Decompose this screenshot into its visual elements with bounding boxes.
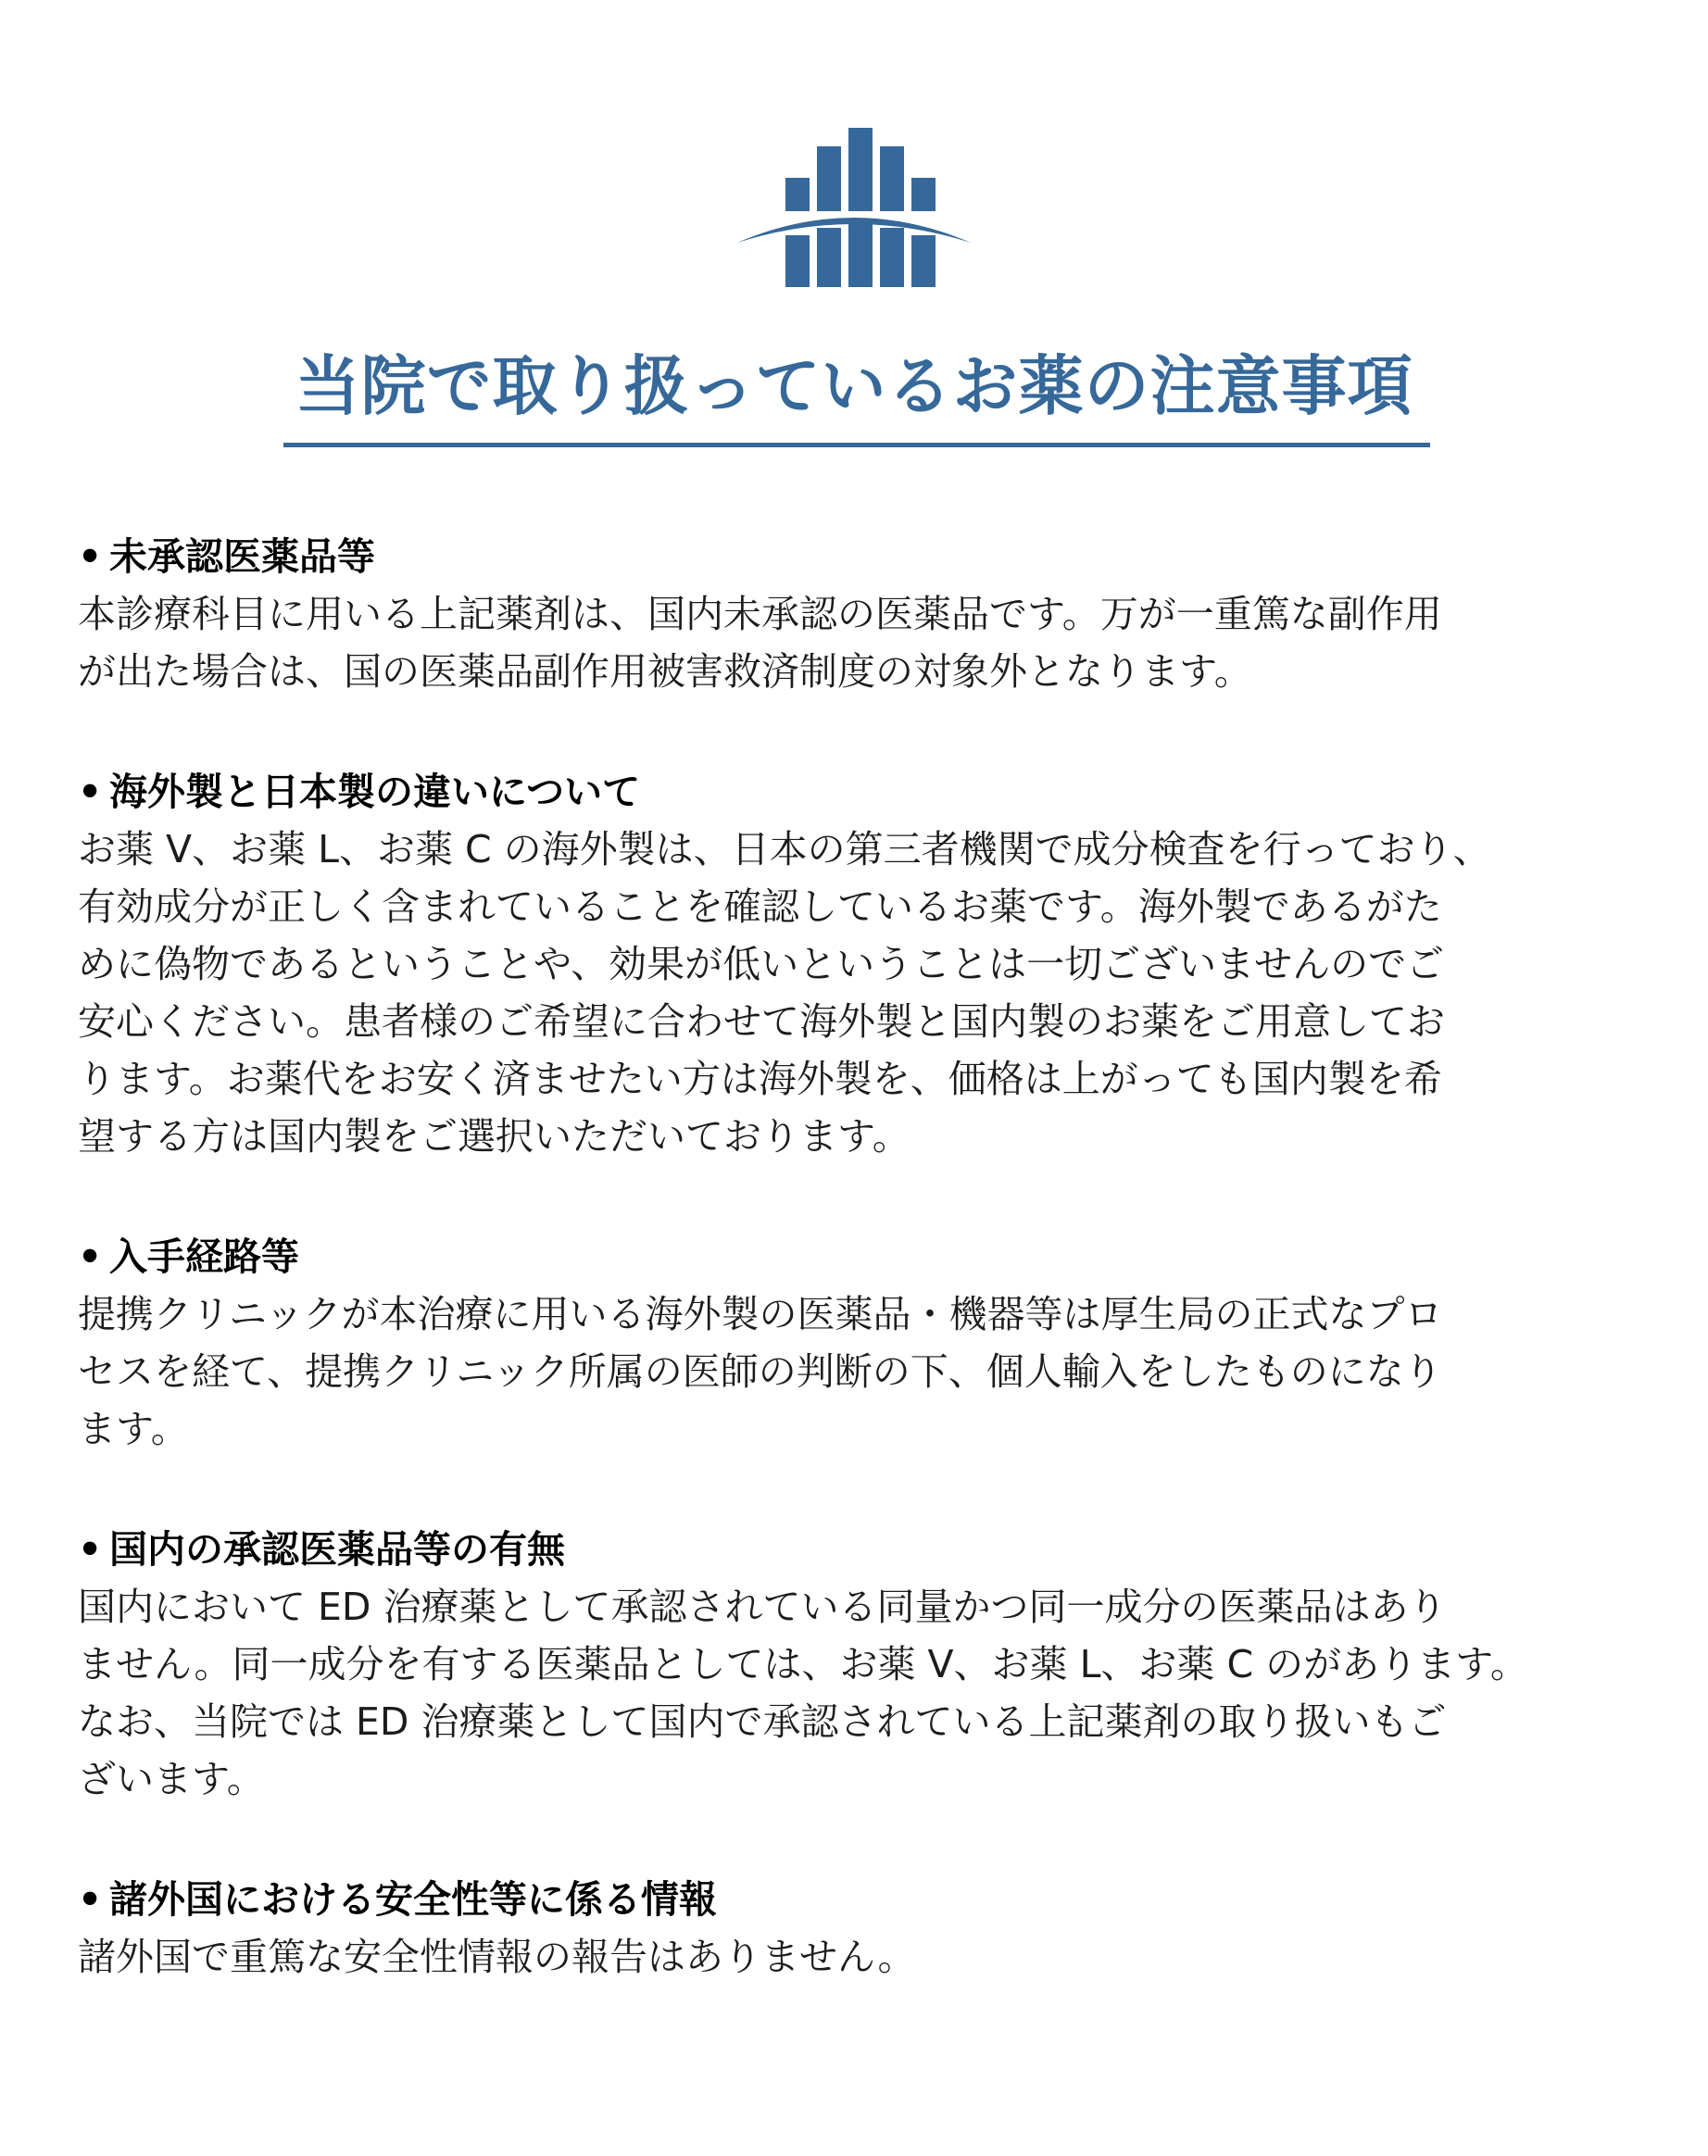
- body-line: 安心ください。患者様のご希望に合わせて海外製と国内製のお薬をご用意してお: [78, 999, 1445, 1044]
- section-domestic-approved: [78, 1521, 1643, 1808]
- section-heading-text: 入手経路等: [109, 1235, 299, 1279]
- bullet-icon: •: [78, 1877, 103, 1922]
- building-bridge-logo-icon: [735, 128, 973, 287]
- section-overseas-vs-domestic: [78, 763, 1643, 1165]
- section-unapproved-drugs: [78, 528, 1643, 700]
- section-body: [78, 1285, 1643, 1458]
- body-line: が出た場合は、国の医薬品副作用被害救済制度の対象外となります。: [78, 649, 1252, 694]
- section-heading-text: 未承認医薬品等: [109, 534, 375, 579]
- body-line: お薬 V、お薬 L、お薬 C の海外製は、日本の第三者機関で成分検査を行っており、: [78, 827, 1491, 871]
- section-heading-text: 海外製と日本製の違いについて: [109, 770, 641, 814]
- section-heading-text: 国内の承認医薬品等の有無: [109, 1527, 565, 1572]
- body-line: 有効成分が正しく含まれていることを確認しているお薬です。海外製であるがた: [78, 884, 1442, 929]
- bullet-icon: •: [78, 1527, 103, 1572]
- body-line: ません。同一成分を有する医薬品としては、お薬 V、お薬 L、お薬 C のがあります。: [78, 1642, 1528, 1686]
- body-line: 本診療科目に用いる上記薬剤は、国内未承認の医薬品です。万が一重篤な副作用: [78, 592, 1442, 636]
- body-line: なお、当院では ED 治療薬として国内で承認されている上記薬剤の取り扱いもご: [78, 1699, 1447, 1744]
- section-heading: [78, 763, 1643, 821]
- body-line: ります。お薬代をお安く済ませたい方は海外製を、価格は上がっても国内製を希: [78, 1057, 1442, 1101]
- body-line: ざいます。: [78, 1757, 265, 1801]
- section-acquisition-route: [78, 1228, 1643, 1458]
- bullet-icon: •: [78, 1235, 103, 1279]
- section-foreign-safety: [78, 1871, 1643, 1986]
- section-body: [78, 821, 1643, 1165]
- section-heading: [78, 1521, 1643, 1578]
- body-line: 望する方は国内製をご選択いただいております。: [78, 1114, 911, 1159]
- body-line: 諸外国で重篤な安全性情報の報告はありません。: [78, 1935, 916, 1979]
- section-heading: [78, 1871, 1643, 1928]
- body-line: めに偽物であるということや、効果が低いということは一切ございませんのでご: [78, 942, 1445, 986]
- page-title: 当院で取り扱っているお薬の注意事項: [295, 348, 1413, 424]
- title-underline: [283, 443, 1430, 447]
- body-line: ます。: [78, 1407, 189, 1451]
- section-heading: [78, 528, 1643, 585]
- bullet-icon: •: [78, 770, 103, 814]
- section-body: [78, 1928, 1643, 1986]
- section-body: [78, 1578, 1643, 1808]
- body-line: 国内において ED 治療薬として承認されている同量かつ同一成分の医薬品はあり: [78, 1585, 1447, 1629]
- body-line: 提携クリニックが本治療に用いる海外製の医薬品・機器等は厚生局の正式なプロ: [78, 1292, 1443, 1336]
- body-line: セスを経て、提携クリニック所属の医師の判断の下、個人輸入をしたものになり: [78, 1349, 1442, 1394]
- bullet-icon: •: [78, 534, 103, 579]
- section-heading-text: 諸外国における安全性等に係る情報: [109, 1877, 717, 1922]
- section-heading: [78, 1228, 1643, 1285]
- notice-content: [78, 528, 1643, 2049]
- section-body: [78, 585, 1643, 700]
